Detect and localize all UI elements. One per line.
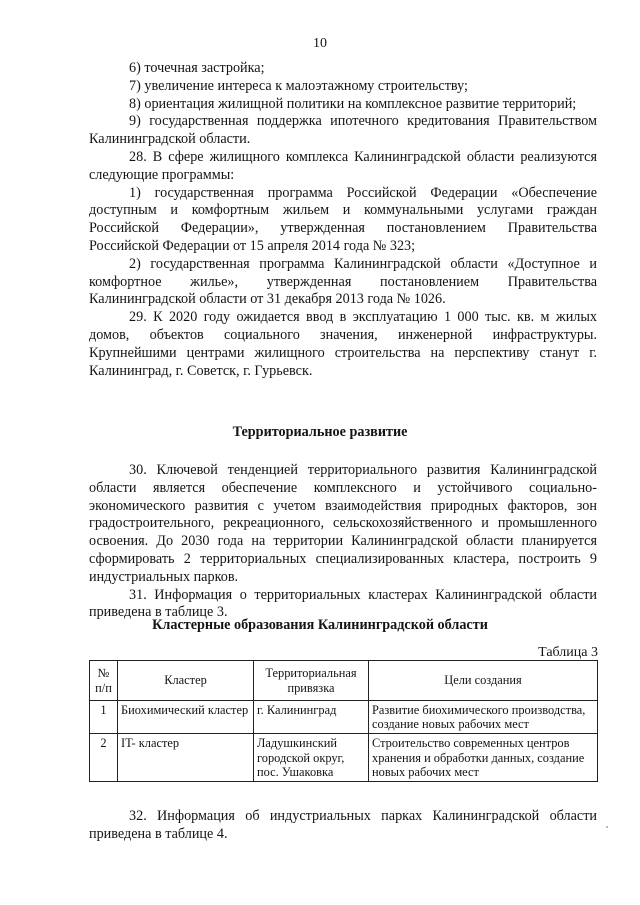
section-heading: Территориальное развитие: [232, 424, 408, 440]
col-header-goals: Цели создания: [369, 661, 598, 701]
list-item-6: 6) точечная застройка;: [129, 60, 265, 76]
cell-goals: Строительство современных центров хранения и обработки данных, создание новых рабочих мест: [369, 734, 598, 782]
paragraphs-block-3: [89, 808, 597, 844]
paragraphs-block-1: [89, 60, 597, 380]
program-item-1: 1) государственная программа Российской Федерации «Обеспечение доступным и комфортным жильем и коммунальными услугами граждан Российской Федерации», утвержденная постановлением Правительства Российской Федерации от 15 апреля 2014 года № 323;: [89, 184, 597, 254]
scan-mark: [606, 826, 608, 828]
paragraph-30: 30. Ключевой тенденцией территориального развития Калининградской области является обеспечение комплексного и устойчивого социально-экономического развития с учетом взаимодействия природных факторов, зон градостроительного, рекреационного, сельскохозяйственного и промышленного освоения. До 2030 года на территории Калининградской области планируется сформировать 2 территориальных специализированных кластера, построить 9 индустриальных парков.: [89, 462, 597, 585]
paragraphs-block-2: [89, 462, 597, 622]
paragraph-32: 32. Информация об индустриальных парках Калининградской области приведена в таблице 4.: [89, 808, 597, 842]
table-header-row: [90, 661, 598, 701]
program-item-2: 2) государственная программа Калининградской области «Доступное и комфортное жилье», утвержденная постановлением Правительства Калининградской области от 31 декабря 2013 года № 1026.: [89, 255, 597, 308]
col-header-location: Территориальная привязка: [254, 661, 369, 701]
cell-cluster: IT- кластер: [118, 734, 254, 782]
cell-goals: Развитие биохимического производства, создание новых рабочих мест: [369, 701, 598, 734]
cell-location: Ладушкинский городской округ, пос. Ушаковка: [254, 734, 369, 782]
cell-cluster: Биохимический кластер: [118, 701, 254, 734]
paragraph-28: 28. В сфере жилищного комплекса Калининградской области реализуются следующие программы:: [89, 148, 597, 183]
page-number: 10: [313, 36, 327, 51]
table-caption: Таблица 3: [538, 645, 598, 660]
cell-location: г. Калининград: [254, 701, 369, 734]
table-row: [90, 734, 598, 782]
clusters-table: [89, 660, 598, 782]
cell-number: 2: [90, 734, 118, 782]
cell-number: 1: [90, 701, 118, 734]
col-header-cluster: Кластер: [118, 661, 254, 701]
col-header-number: № п/п: [90, 661, 118, 701]
table-row: [90, 701, 598, 734]
list-item-8: 8) ориентация жилищной политики на комплексное развитие территорий;: [129, 95, 577, 112]
list-item-9: 9) государственная поддержка ипотечного кредитования Правительством Калининградской области.: [89, 113, 597, 148]
table-title: Кластерные образования Калининградской области: [152, 617, 488, 633]
paragraph-31: 31. Информация о территориальных кластерах Калининградской области приведена в таблице 3.: [89, 586, 597, 621]
list-item-7: 7) увеличение интереса к малоэтажному строительству;: [129, 77, 468, 94]
paragraph-29: 29. К 2020 году ожидается ввод в эксплуатацию 1 000 тыс. кв. м жилых домов, объектов социального значения, инженерной инфраструктуры. Крупнейшими центрами жилищного строительства на перспективу станут г. Калининград, г. Советск, г. Гурьевск.: [89, 309, 597, 379]
